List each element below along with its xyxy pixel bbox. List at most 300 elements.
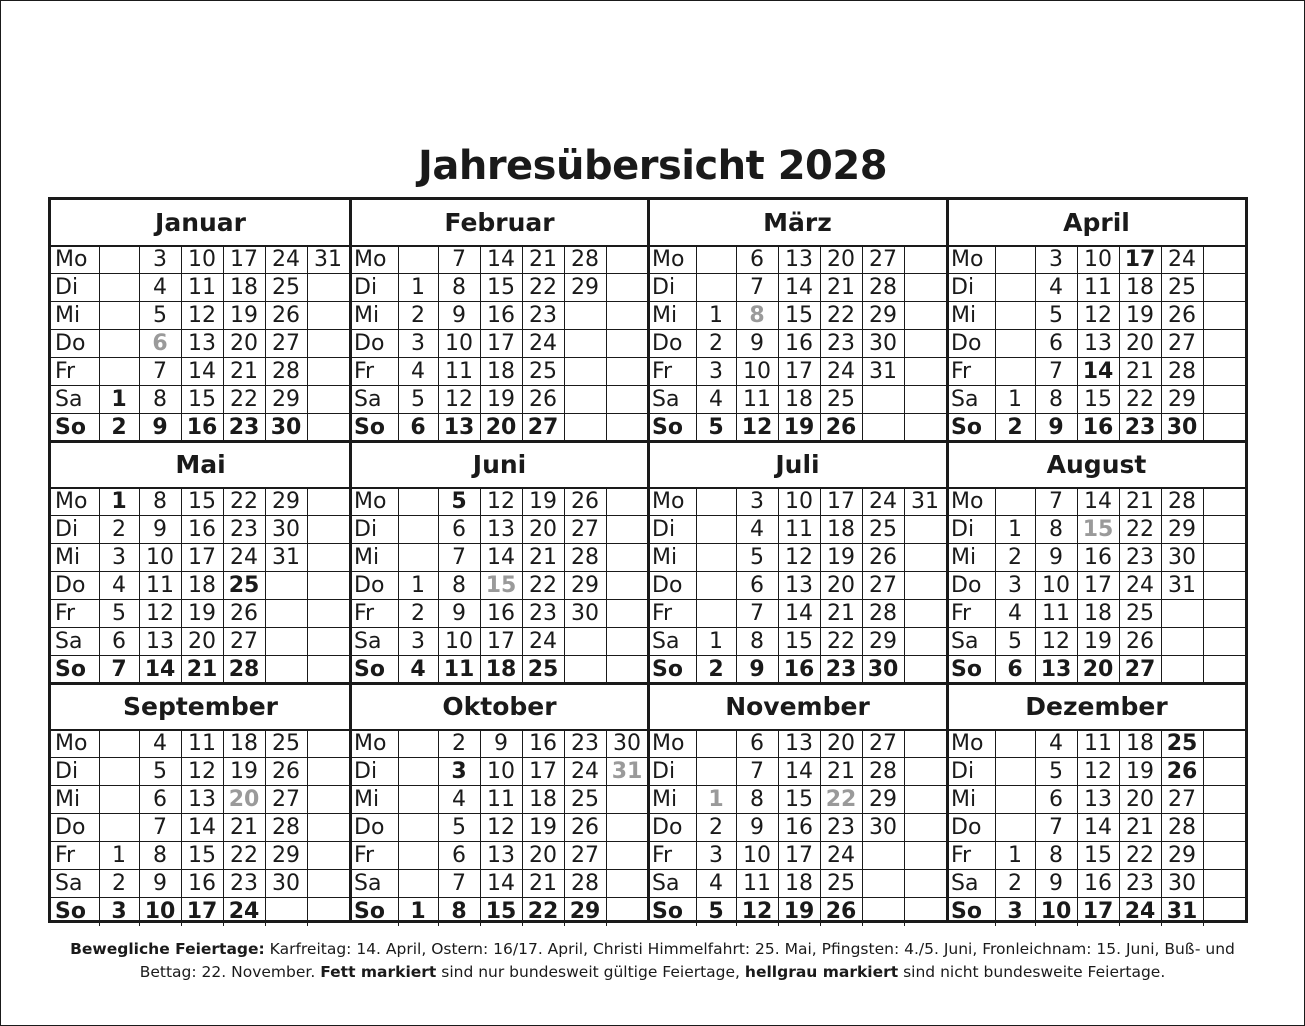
day-cell: 9 — [153, 517, 167, 542]
day-cell: 16 — [188, 517, 216, 542]
weekday-label: Do — [55, 331, 86, 356]
day-cell: 9 — [452, 303, 466, 328]
day-cell: 19 — [188, 601, 216, 626]
page-title: Jahresübersicht 2028 — [417, 143, 888, 189]
day-cell: 19 — [827, 545, 855, 570]
day-cell: 28 — [272, 815, 300, 840]
day-cell: 2 — [709, 815, 723, 840]
day-cell: 25 — [1126, 601, 1154, 626]
day-cell: 30 — [869, 815, 897, 840]
weekday-label: Mi — [951, 787, 977, 812]
day-cell: 31 — [869, 359, 897, 384]
day-cell: 8 — [451, 899, 467, 924]
day-cell: 18 — [1084, 601, 1112, 626]
day-cell: 28 — [1168, 489, 1196, 514]
day-cell: 15 — [485, 899, 517, 924]
weekday-label: Di — [354, 517, 378, 542]
day-cell: 29 — [272, 387, 300, 412]
weekday-label: Mi — [354, 787, 380, 812]
day-cell: 23 — [230, 871, 258, 896]
day-cell: 23 — [1126, 871, 1154, 896]
day-cell: 19 — [1126, 759, 1154, 784]
month-oktober — [350, 684, 649, 926]
day-cell: 12 — [741, 415, 773, 440]
day-cell: 8 — [153, 843, 167, 868]
grid-line — [307, 488, 308, 684]
day-cell: 7 — [1049, 815, 1063, 840]
day-cell: 15 — [785, 629, 813, 654]
year-calendar — [48, 197, 1248, 923]
month-name: September — [123, 692, 278, 721]
day-cell: 13 — [487, 843, 515, 868]
day-cell: 2 — [411, 601, 425, 626]
day-cell: 16 — [188, 871, 216, 896]
day-cell: 5 — [153, 759, 167, 784]
day-cell: 4 — [1049, 731, 1063, 756]
day-cell: 27 — [571, 517, 599, 542]
month-märz — [648, 200, 947, 442]
weekday-label: Do — [951, 331, 982, 356]
day-cell: 7 — [1049, 489, 1063, 514]
day-cell: 17 — [487, 331, 515, 356]
day-cell: 25 — [272, 731, 300, 756]
weekday-label: Mo — [951, 489, 984, 514]
day-cell: 17 — [1084, 573, 1112, 598]
weekday-label: Do — [951, 573, 982, 598]
day-cell: 22 — [529, 573, 557, 598]
day-cell: 24 — [827, 843, 855, 868]
day-cell: 25 — [529, 359, 557, 384]
weekday-label: So — [354, 899, 385, 924]
weekday-label: Do — [652, 331, 683, 356]
weekday-label: Mi — [652, 303, 678, 328]
grid-line — [1203, 730, 1204, 926]
day-cell: 11 — [1042, 601, 1070, 626]
month-mai — [51, 442, 350, 684]
day-cell: 13 — [188, 331, 216, 356]
day-cell: 13 — [785, 573, 813, 598]
day-cell: 12 — [188, 759, 216, 784]
weekday-label: Do — [354, 331, 385, 356]
day-cell: 17 — [529, 759, 557, 784]
day-cell: 10 — [188, 247, 216, 272]
day-cell: 8 — [153, 489, 167, 514]
day-cell: 2 — [452, 731, 466, 756]
day-cell: 17 — [186, 899, 218, 924]
weekday-label: So — [354, 657, 385, 682]
day-cell: 8 — [749, 303, 765, 328]
weekday-label: Mi — [354, 303, 380, 328]
day-cell: 29 — [1168, 517, 1196, 542]
day-cell: 11 — [146, 573, 174, 598]
day-cell: 22 — [827, 303, 855, 328]
day-cell: 7 — [153, 359, 167, 384]
weekday-label: So — [951, 899, 982, 924]
footnote-grey-legend: hellgrau markiert — [744, 963, 899, 981]
day-cell: 31 — [1166, 899, 1198, 924]
day-cell: 28 — [869, 275, 897, 300]
day-cell: 5 — [750, 545, 764, 570]
day-cell: 30 — [571, 601, 599, 626]
day-cell: 23 — [529, 303, 557, 328]
day-cell: 21 — [1126, 489, 1154, 514]
day-cell: 7 — [111, 657, 127, 682]
month-juli — [648, 442, 947, 684]
footnote-grey-text: sind nicht bundesweite Feiertage. — [898, 963, 1166, 981]
day-cell: 21 — [827, 601, 855, 626]
day-cell: 26 — [272, 303, 300, 328]
day-cell: 12 — [445, 387, 473, 412]
weekday-label: Sa — [55, 871, 83, 896]
day-cell: 29 — [571, 573, 599, 598]
day-cell: 1 — [112, 843, 126, 868]
day-cell: 4 — [153, 731, 167, 756]
weekday-label: Sa — [55, 387, 83, 412]
month-name: November — [725, 692, 870, 721]
day-cell: 29 — [272, 843, 300, 868]
day-cell: 10 — [743, 843, 771, 868]
day-cell: 26 — [869, 545, 897, 570]
weekday-label: Do — [354, 815, 385, 840]
weekday-label: Sa — [354, 871, 382, 896]
month-september — [51, 684, 350, 926]
weekday-label: So — [55, 899, 86, 924]
day-cell: 6 — [1049, 331, 1063, 356]
day-cell: 20 — [230, 331, 258, 356]
weekday-label: Di — [951, 759, 975, 784]
day-cell: 18 — [529, 787, 557, 812]
day-cell: 25 — [272, 275, 300, 300]
day-cell: 28 — [571, 247, 599, 272]
day-cell: 1 — [410, 899, 426, 924]
day-cell: 20 — [1126, 331, 1154, 356]
day-cell: 13 — [443, 415, 475, 440]
day-cell: 14 — [785, 275, 813, 300]
day-cell: 10 — [1040, 899, 1072, 924]
weekday-label: Mo — [354, 489, 387, 514]
day-cell: 24 — [230, 545, 258, 570]
weekday-label: Mo — [55, 489, 88, 514]
day-cell: 5 — [1008, 629, 1022, 654]
day-cell: 16 — [783, 657, 815, 682]
weekday-label: Fr — [951, 359, 972, 384]
weekday-label: Fr — [55, 359, 76, 384]
day-cell: 21 — [186, 657, 218, 682]
day-cell: 25 — [527, 657, 559, 682]
month-name: Oktober — [442, 692, 557, 721]
day-cell: 26 — [1126, 629, 1154, 654]
day-cell: 19 — [529, 489, 557, 514]
day-cell: 18 — [785, 387, 813, 412]
weekday-label: Sa — [354, 387, 382, 412]
day-cell: 4 — [112, 573, 126, 598]
day-cell: 1 — [111, 387, 127, 412]
footnote-bold-legend: Fett markiert — [320, 963, 437, 981]
day-cell: 10 — [1042, 573, 1070, 598]
day-cell: 5 — [153, 303, 167, 328]
day-cell: 10 — [743, 359, 771, 384]
day-cell: 27 — [571, 843, 599, 868]
weekday-label: Do — [652, 573, 683, 598]
day-cell: 25 — [1168, 275, 1196, 300]
day-cell: 22 — [527, 899, 559, 924]
day-cell: 27 — [869, 573, 897, 598]
weekday-label: Fr — [652, 359, 673, 384]
day-cell: 21 — [827, 275, 855, 300]
day-cell: 3 — [411, 331, 425, 356]
day-cell: 12 — [1042, 629, 1070, 654]
day-cell: 12 — [487, 815, 515, 840]
day-cell: 5 — [452, 815, 466, 840]
day-cell: 14 — [188, 359, 216, 384]
day-cell: 6 — [410, 415, 426, 440]
day-cell: 6 — [1007, 657, 1023, 682]
day-cell: 21 — [529, 871, 557, 896]
day-cell: 31 — [314, 247, 342, 272]
day-cell: 15 — [785, 787, 813, 812]
day-cell: 27 — [1168, 331, 1196, 356]
day-cell: 7 — [750, 275, 764, 300]
day-cell: 29 — [272, 489, 300, 514]
day-cell: 11 — [785, 517, 813, 542]
day-cell: 6 — [152, 331, 168, 356]
grid-line — [51, 440, 1245, 443]
weekday-label: Fr — [652, 843, 673, 868]
day-cell: 15 — [785, 303, 813, 328]
day-cell: 16 — [487, 601, 515, 626]
day-cell: 12 — [1084, 303, 1112, 328]
day-cell: 25 — [827, 871, 855, 896]
day-cell: 13 — [1084, 787, 1112, 812]
day-cell: 9 — [749, 657, 765, 682]
weekday-label: Do — [55, 573, 86, 598]
day-cell: 24 — [228, 899, 260, 924]
day-cell: 17 — [785, 843, 813, 868]
weekday-label: Di — [55, 759, 79, 784]
day-cell: 6 — [750, 731, 764, 756]
day-cell: 2 — [1008, 545, 1022, 570]
weekday-label: Sa — [652, 387, 680, 412]
day-cell: 18 — [487, 359, 515, 384]
day-cell: 29 — [869, 629, 897, 654]
day-cell: 13 — [785, 247, 813, 272]
footnote — [40, 938, 1265, 984]
month-name: August — [1046, 450, 1147, 479]
day-cell: 10 — [1084, 247, 1112, 272]
day-cell: 19 — [230, 303, 258, 328]
day-cell: 6 — [452, 843, 466, 868]
day-cell: 2 — [708, 657, 724, 682]
day-cell: 29 — [869, 303, 897, 328]
day-cell: 30 — [272, 517, 300, 542]
day-cell: 27 — [527, 415, 559, 440]
day-cell: 16 — [1084, 545, 1112, 570]
day-cell: 3 — [411, 629, 425, 654]
weekday-label: Di — [652, 759, 676, 784]
day-cell: 4 — [1008, 601, 1022, 626]
day-cell: 29 — [569, 899, 601, 924]
weekday-label: Di — [652, 517, 676, 542]
day-cell: 14 — [144, 657, 176, 682]
day-cell: 30 — [1168, 545, 1196, 570]
day-cell: 26 — [230, 601, 258, 626]
weekday-label: So — [951, 415, 982, 440]
day-cell: 10 — [146, 545, 174, 570]
day-cell: 17 — [188, 545, 216, 570]
grid-line — [904, 246, 905, 442]
day-cell: 5 — [112, 601, 126, 626]
day-cell: 23 — [529, 601, 557, 626]
day-cell: 25 — [869, 517, 897, 542]
day-cell: 1 — [411, 275, 425, 300]
weekday-label: Do — [55, 815, 86, 840]
month-name: April — [1063, 208, 1130, 237]
grid-line — [1203, 488, 1204, 684]
day-cell: 11 — [188, 731, 216, 756]
grid-line — [307, 730, 308, 926]
day-cell: 31 — [272, 545, 300, 570]
day-cell: 28 — [1168, 359, 1196, 384]
day-cell: 22 — [230, 843, 258, 868]
month-november — [648, 684, 947, 926]
day-cell: 17 — [1124, 247, 1156, 272]
day-cell: 13 — [487, 517, 515, 542]
month-name: Juni — [472, 450, 527, 479]
day-cell: 4 — [410, 657, 426, 682]
day-cell: 3 — [112, 545, 126, 570]
weekday-label: Mi — [951, 545, 977, 570]
day-cell: 5 — [411, 387, 425, 412]
month-name: März — [763, 208, 832, 237]
day-cell: 17 — [785, 359, 813, 384]
weekday-label: Sa — [951, 871, 979, 896]
day-cell: 18 — [485, 657, 517, 682]
day-cell: 14 — [188, 815, 216, 840]
day-cell: 4 — [709, 387, 723, 412]
day-cell: 7 — [750, 759, 764, 784]
weekday-label: Do — [354, 573, 385, 598]
day-cell: 12 — [487, 489, 515, 514]
day-cell: 14 — [1084, 815, 1112, 840]
weekday-label: Sa — [951, 629, 979, 654]
day-cell: 26 — [272, 759, 300, 784]
grid-line — [647, 200, 650, 920]
day-cell: 30 — [869, 331, 897, 356]
day-cell: 28 — [869, 601, 897, 626]
day-cell: 23 — [571, 731, 599, 756]
day-cell: 11 — [1084, 731, 1112, 756]
day-cell: 5 — [708, 415, 724, 440]
weekday-label: Do — [951, 815, 982, 840]
day-cell: 16 — [1084, 871, 1112, 896]
day-cell: 5 — [451, 489, 467, 514]
day-cell: 27 — [272, 787, 300, 812]
day-cell: 2 — [709, 331, 723, 356]
day-cell: 27 — [230, 629, 258, 654]
day-cell: 15 — [1082, 517, 1114, 542]
day-cell: 9 — [1049, 545, 1063, 570]
month-august — [947, 442, 1246, 684]
day-cell: 14 — [1082, 359, 1114, 384]
weekday-label: Sa — [354, 629, 382, 654]
day-cell: 4 — [1049, 275, 1063, 300]
day-cell: 18 — [827, 517, 855, 542]
day-cell: 10 — [487, 759, 515, 784]
day-cell: 14 — [785, 759, 813, 784]
day-cell: 20 — [1126, 787, 1154, 812]
day-cell: 19 — [783, 899, 815, 924]
day-cell: 8 — [1049, 843, 1063, 868]
day-cell: 8 — [750, 629, 764, 654]
day-cell: 12 — [741, 899, 773, 924]
weekday-label: Fr — [951, 601, 972, 626]
day-cell: 15 — [188, 489, 216, 514]
day-cell: 5 — [1049, 759, 1063, 784]
day-cell: 11 — [445, 359, 473, 384]
day-cell: 30 — [613, 731, 641, 756]
day-cell: 24 — [827, 359, 855, 384]
day-cell: 20 — [529, 517, 557, 542]
weekday-label: Fr — [55, 601, 76, 626]
day-cell: 8 — [750, 787, 764, 812]
day-cell: 6 — [112, 629, 126, 654]
day-cell: 21 — [230, 815, 258, 840]
weekday-label: Mi — [354, 545, 380, 570]
day-cell: 13 — [1040, 657, 1072, 682]
weekday-label: Sa — [652, 871, 680, 896]
day-cell: 6 — [750, 247, 764, 272]
day-cell: 2 — [112, 517, 126, 542]
day-cell: 26 — [1168, 303, 1196, 328]
day-cell: 20 — [228, 787, 260, 812]
day-cell: 29 — [1168, 843, 1196, 868]
day-cell: 24 — [1126, 573, 1154, 598]
day-cell: 2 — [411, 303, 425, 328]
day-cell: 15 — [485, 573, 517, 598]
month-name: Januar — [155, 208, 246, 237]
day-cell: 26 — [571, 489, 599, 514]
day-cell: 15 — [487, 275, 515, 300]
weekday-label: Mi — [951, 303, 977, 328]
day-cell: 11 — [487, 787, 515, 812]
day-cell: 24 — [869, 489, 897, 514]
day-cell: 28 — [272, 359, 300, 384]
day-cell: 24 — [1124, 899, 1156, 924]
day-cell: 30 — [867, 657, 899, 682]
weekday-label: Mo — [951, 247, 984, 272]
day-cell: 27 — [272, 331, 300, 356]
weekday-label: So — [55, 415, 86, 440]
day-cell: 4 — [411, 359, 425, 384]
day-cell: 5 — [1049, 303, 1063, 328]
day-cell: 1 — [111, 489, 127, 514]
day-cell: 17 — [487, 629, 515, 654]
weekday-label: Fr — [354, 601, 375, 626]
weekday-label: Mo — [55, 247, 88, 272]
weekday-label: Mo — [652, 731, 685, 756]
day-cell: 18 — [230, 731, 258, 756]
day-cell: 1 — [709, 629, 723, 654]
day-cell: 14 — [487, 247, 515, 272]
day-cell: 22 — [529, 275, 557, 300]
weekday-label: So — [652, 657, 683, 682]
day-cell: 28 — [869, 759, 897, 784]
day-cell: 19 — [1084, 629, 1112, 654]
weekday-label: So — [55, 657, 86, 682]
day-cell: 18 — [1126, 731, 1154, 756]
grid-line — [904, 488, 905, 684]
day-cell: 11 — [743, 871, 771, 896]
